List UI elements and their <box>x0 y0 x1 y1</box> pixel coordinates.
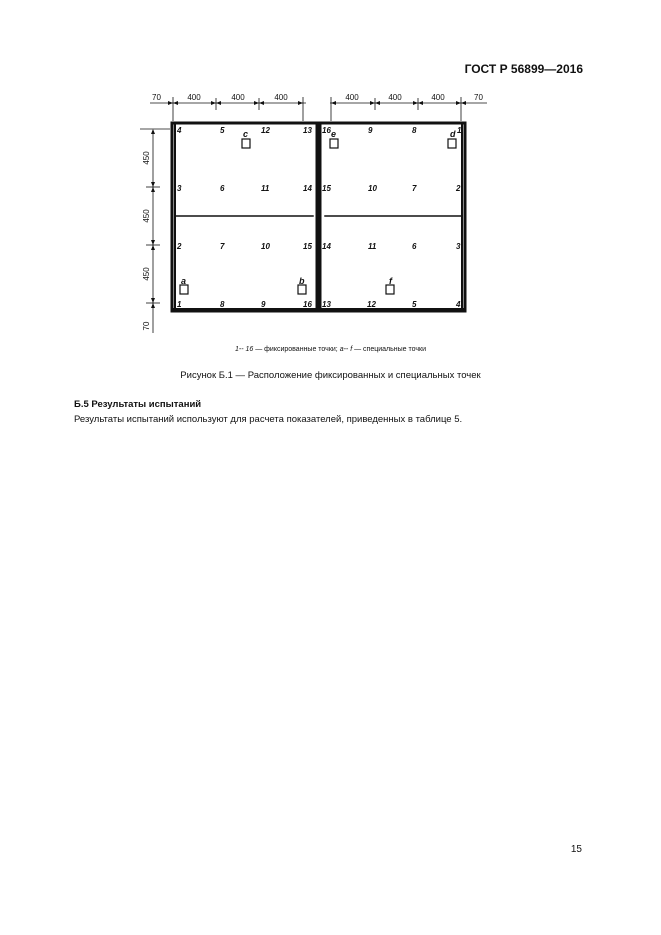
dim-top-left-1: 400 <box>187 93 201 102</box>
legend-special-range: a-- f <box>339 346 353 353</box>
special-marker-d <box>448 139 456 148</box>
right-point: 6 <box>412 242 417 251</box>
left-point: 4 <box>177 126 182 135</box>
left-point: 8 <box>220 300 225 309</box>
section-paragraph: Результаты испытаний используют для расчета показателей, приведенных в таблице 5. <box>74 414 463 425</box>
right-point: 5 <box>412 300 417 309</box>
left-point: 7 <box>220 242 225 251</box>
right-point: 12 <box>367 300 376 309</box>
dim-left-1: 450 <box>142 151 151 165</box>
left-point: 2 <box>177 242 182 251</box>
left-point: 11 <box>261 184 270 193</box>
left-point: 15 <box>303 242 312 251</box>
special-marker-a <box>180 285 188 294</box>
special-marker-e <box>330 139 338 148</box>
left-point: 14 <box>303 184 312 193</box>
right-point: 14 <box>322 242 331 251</box>
right-panel-frame <box>320 123 465 311</box>
right-point: 7 <box>412 184 417 193</box>
dim-top-right-1: 400 <box>345 93 359 102</box>
standard-number: ГОСТ Р 56899—2016 <box>464 62 583 76</box>
left-point: 1 <box>177 300 182 309</box>
right-point: 3 <box>456 242 461 251</box>
dim-left-3: 450 <box>142 267 151 281</box>
right-point: 15 <box>322 184 331 193</box>
figure-legend <box>0 346 661 353</box>
dim-top-right-3: 400 <box>431 93 445 102</box>
dim-top-right-offset: 70 <box>474 93 483 102</box>
right-point: 4 <box>456 300 461 309</box>
left-point: 16 <box>303 300 312 309</box>
special-label-d: d <box>450 129 456 139</box>
left-point: 9 <box>261 300 266 309</box>
left-point: 3 <box>177 184 182 193</box>
left-panel-frame <box>172 123 317 311</box>
dim-left-offset: 70 <box>142 321 151 331</box>
right-point: 13 <box>322 300 331 309</box>
dim-top-right-2: 400 <box>388 93 402 102</box>
left-point: 5 <box>220 126 225 135</box>
right-point: 2 <box>456 184 461 193</box>
right-point: 10 <box>368 184 377 193</box>
dim-left-2: 450 <box>142 209 151 223</box>
special-marker-f <box>386 285 394 294</box>
right-point: 8 <box>412 126 417 135</box>
special-label-f: f <box>389 276 392 286</box>
dim-top-left-3: 400 <box>274 93 288 102</box>
right-point: 1 <box>457 126 462 135</box>
page-number: 15 <box>570 844 582 855</box>
special-marker-c <box>242 139 250 148</box>
left-point: 10 <box>261 242 270 251</box>
dim-top-left-2: 400 <box>231 93 245 102</box>
left-point: 6 <box>220 184 225 193</box>
right-point: 11 <box>368 242 377 251</box>
special-label-c: c <box>243 129 249 139</box>
right-point: 16 <box>322 126 331 135</box>
test-points-figure <box>0 0 661 340</box>
special-label-e: e <box>331 129 337 139</box>
dim-top-left-offset: 70 <box>152 93 161 102</box>
left-point: 13 <box>303 126 312 135</box>
legend-fixed-text: — фиксированные точки; <box>255 346 338 353</box>
right-point: 9 <box>368 126 373 135</box>
special-label-a: a <box>181 276 187 286</box>
legend-special-text: — специальные точки <box>354 346 427 353</box>
legend-fixed-range: 1-- 16 <box>234 346 254 353</box>
figure-caption: Рисунок Б.1 — Расположение фиксированных и специальных точек <box>180 370 481 381</box>
special-marker-b <box>298 285 306 294</box>
special-label-b: b <box>299 276 305 286</box>
section-heading: Б.5 Результаты испытаний <box>74 399 202 410</box>
left-point: 12 <box>261 126 270 135</box>
